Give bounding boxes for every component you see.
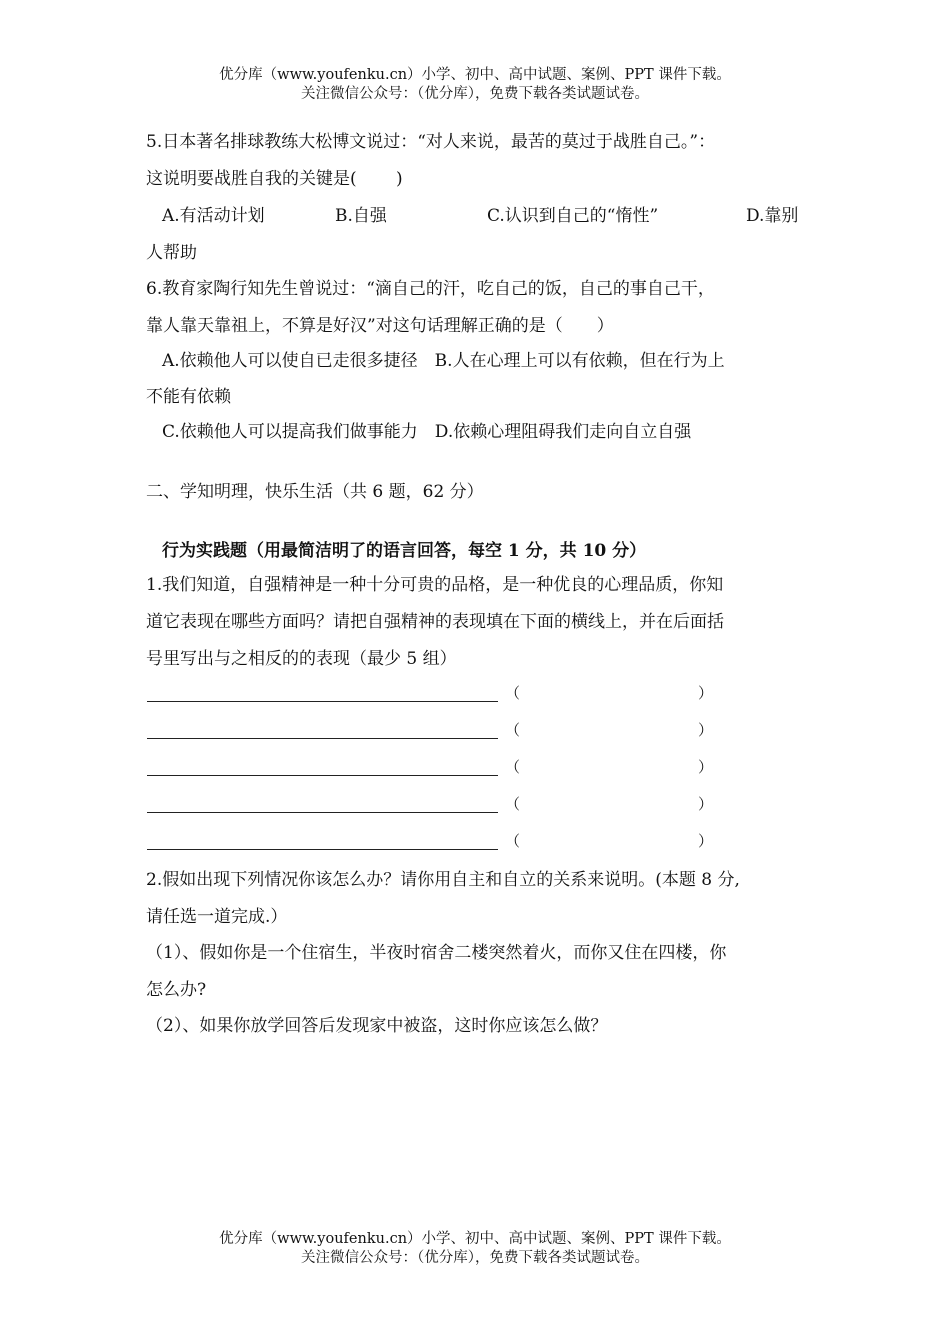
q5-option-d: D.靠别 xyxy=(746,206,799,226)
answer-paren-open-2: （ xyxy=(505,721,521,739)
answer-blank-4[interactable] xyxy=(147,812,498,813)
answer-blank-2[interactable] xyxy=(147,738,498,739)
q5-stem-line-2: 这说明要战胜自我的关键是( ) xyxy=(146,169,403,189)
page-footer xyxy=(0,1230,950,1268)
p1-stem-line-3: 号里写出与之相反的的表现（最少 5 组） xyxy=(146,649,457,669)
p2-stem-line-2: 请任选一道完成.） xyxy=(146,907,288,927)
section-2-title: 二、学知明理，快乐生活（共 6 题，62 分） xyxy=(146,482,484,502)
answer-paren-close-3: ） xyxy=(698,758,714,776)
p2-sub-1-line-2: 怎么办? xyxy=(146,980,207,1000)
answer-paren-open-1: （ xyxy=(505,684,521,702)
p2-sub-1-line-1: （1）、假如你是一个住宿生，半夜时宿舍二楼突然着火，而你又住在四楼，你 xyxy=(146,943,727,963)
section-2-subtitle: 行为实践题（用最简洁明了的语言回答，每空 1 分，共 10 分） xyxy=(162,541,647,561)
q5-option-a: A.有活动计划 xyxy=(162,206,265,226)
answer-blank-3[interactable] xyxy=(147,775,498,776)
footer-line-1: 优分库（www.youfenku.cn）小学、初中、高中试题、案例、PPT 课件下载。 xyxy=(219,1231,731,1247)
q6-options-ab: A.依赖他人可以使自已走很多捷径 B.人在心理上可以有依赖，但在行为上 xyxy=(162,351,725,371)
answer-paren-open-5: （ xyxy=(505,832,521,850)
footer-line-2: 关注微信公众号：（优分库），免费下载各类试题试卷。 xyxy=(301,1250,649,1266)
header-line-2: 关注微信公众号：（优分库），免费下载各类试题试卷。 xyxy=(301,86,649,102)
q5-option-c: C.认识到自己的“惰性” xyxy=(487,206,659,226)
q6-option-b-continued: 不能有依赖 xyxy=(146,387,231,407)
q5-stem-line-1: 5.日本著名排球教练大松博文说过：“对人来说，最苦的莫过于战胜自己。”： xyxy=(146,132,716,152)
answer-blank-1[interactable] xyxy=(147,701,498,702)
answer-paren-close-5: ） xyxy=(698,832,714,850)
q6-stem-line-2: 靠人靠天靠祖上，不算是好汉”对这句话理解正确的是（ ） xyxy=(146,316,614,336)
answer-paren-open-4: （ xyxy=(505,795,521,813)
p2-sub-2: （2）、如果你放学回答后发现家中被盗，这时你应该怎么做？ xyxy=(146,1016,608,1036)
answer-paren-close-1: ） xyxy=(698,684,714,702)
q5-options xyxy=(0,201,950,225)
answer-paren-open-3: （ xyxy=(505,758,521,776)
p1-stem-line-1: 1.我们知道，自强精神是一种十分可贵的品格，是一种优良的心理品质，你知 xyxy=(146,575,724,595)
q6-options-cd: C.依赖他人可以提高我们做事能力 D.依赖心理阻碍我们走向自立自强 xyxy=(162,422,692,442)
answer-blank-5[interactable] xyxy=(147,849,498,850)
q6-stem-line-1: 6.教育家陶行知先生曾说过：“滴自己的汗，吃自己的饭，自己的事自己干， xyxy=(146,279,715,299)
answer-paren-close-4: ） xyxy=(698,795,714,813)
p1-stem-line-2: 道它表现在哪些方面吗？请把自强精神的表现填在下面的横线上，并在后面括 xyxy=(146,612,724,632)
header-line-1: 优分库（www.youfenku.cn）小学、初中、高中试题、案例、PPT 课件下载。 xyxy=(219,67,731,83)
page-header xyxy=(0,66,950,104)
q5-option-b: B.自强 xyxy=(335,206,387,226)
q5-option-d-continued: 人帮助 xyxy=(146,243,197,263)
answer-paren-close-2: ） xyxy=(698,721,714,739)
p2-stem-line-1: 2.假如出现下列情况你该怎么办？请你用自主和自立的关系来说明。(本题 8 分, xyxy=(146,870,740,890)
